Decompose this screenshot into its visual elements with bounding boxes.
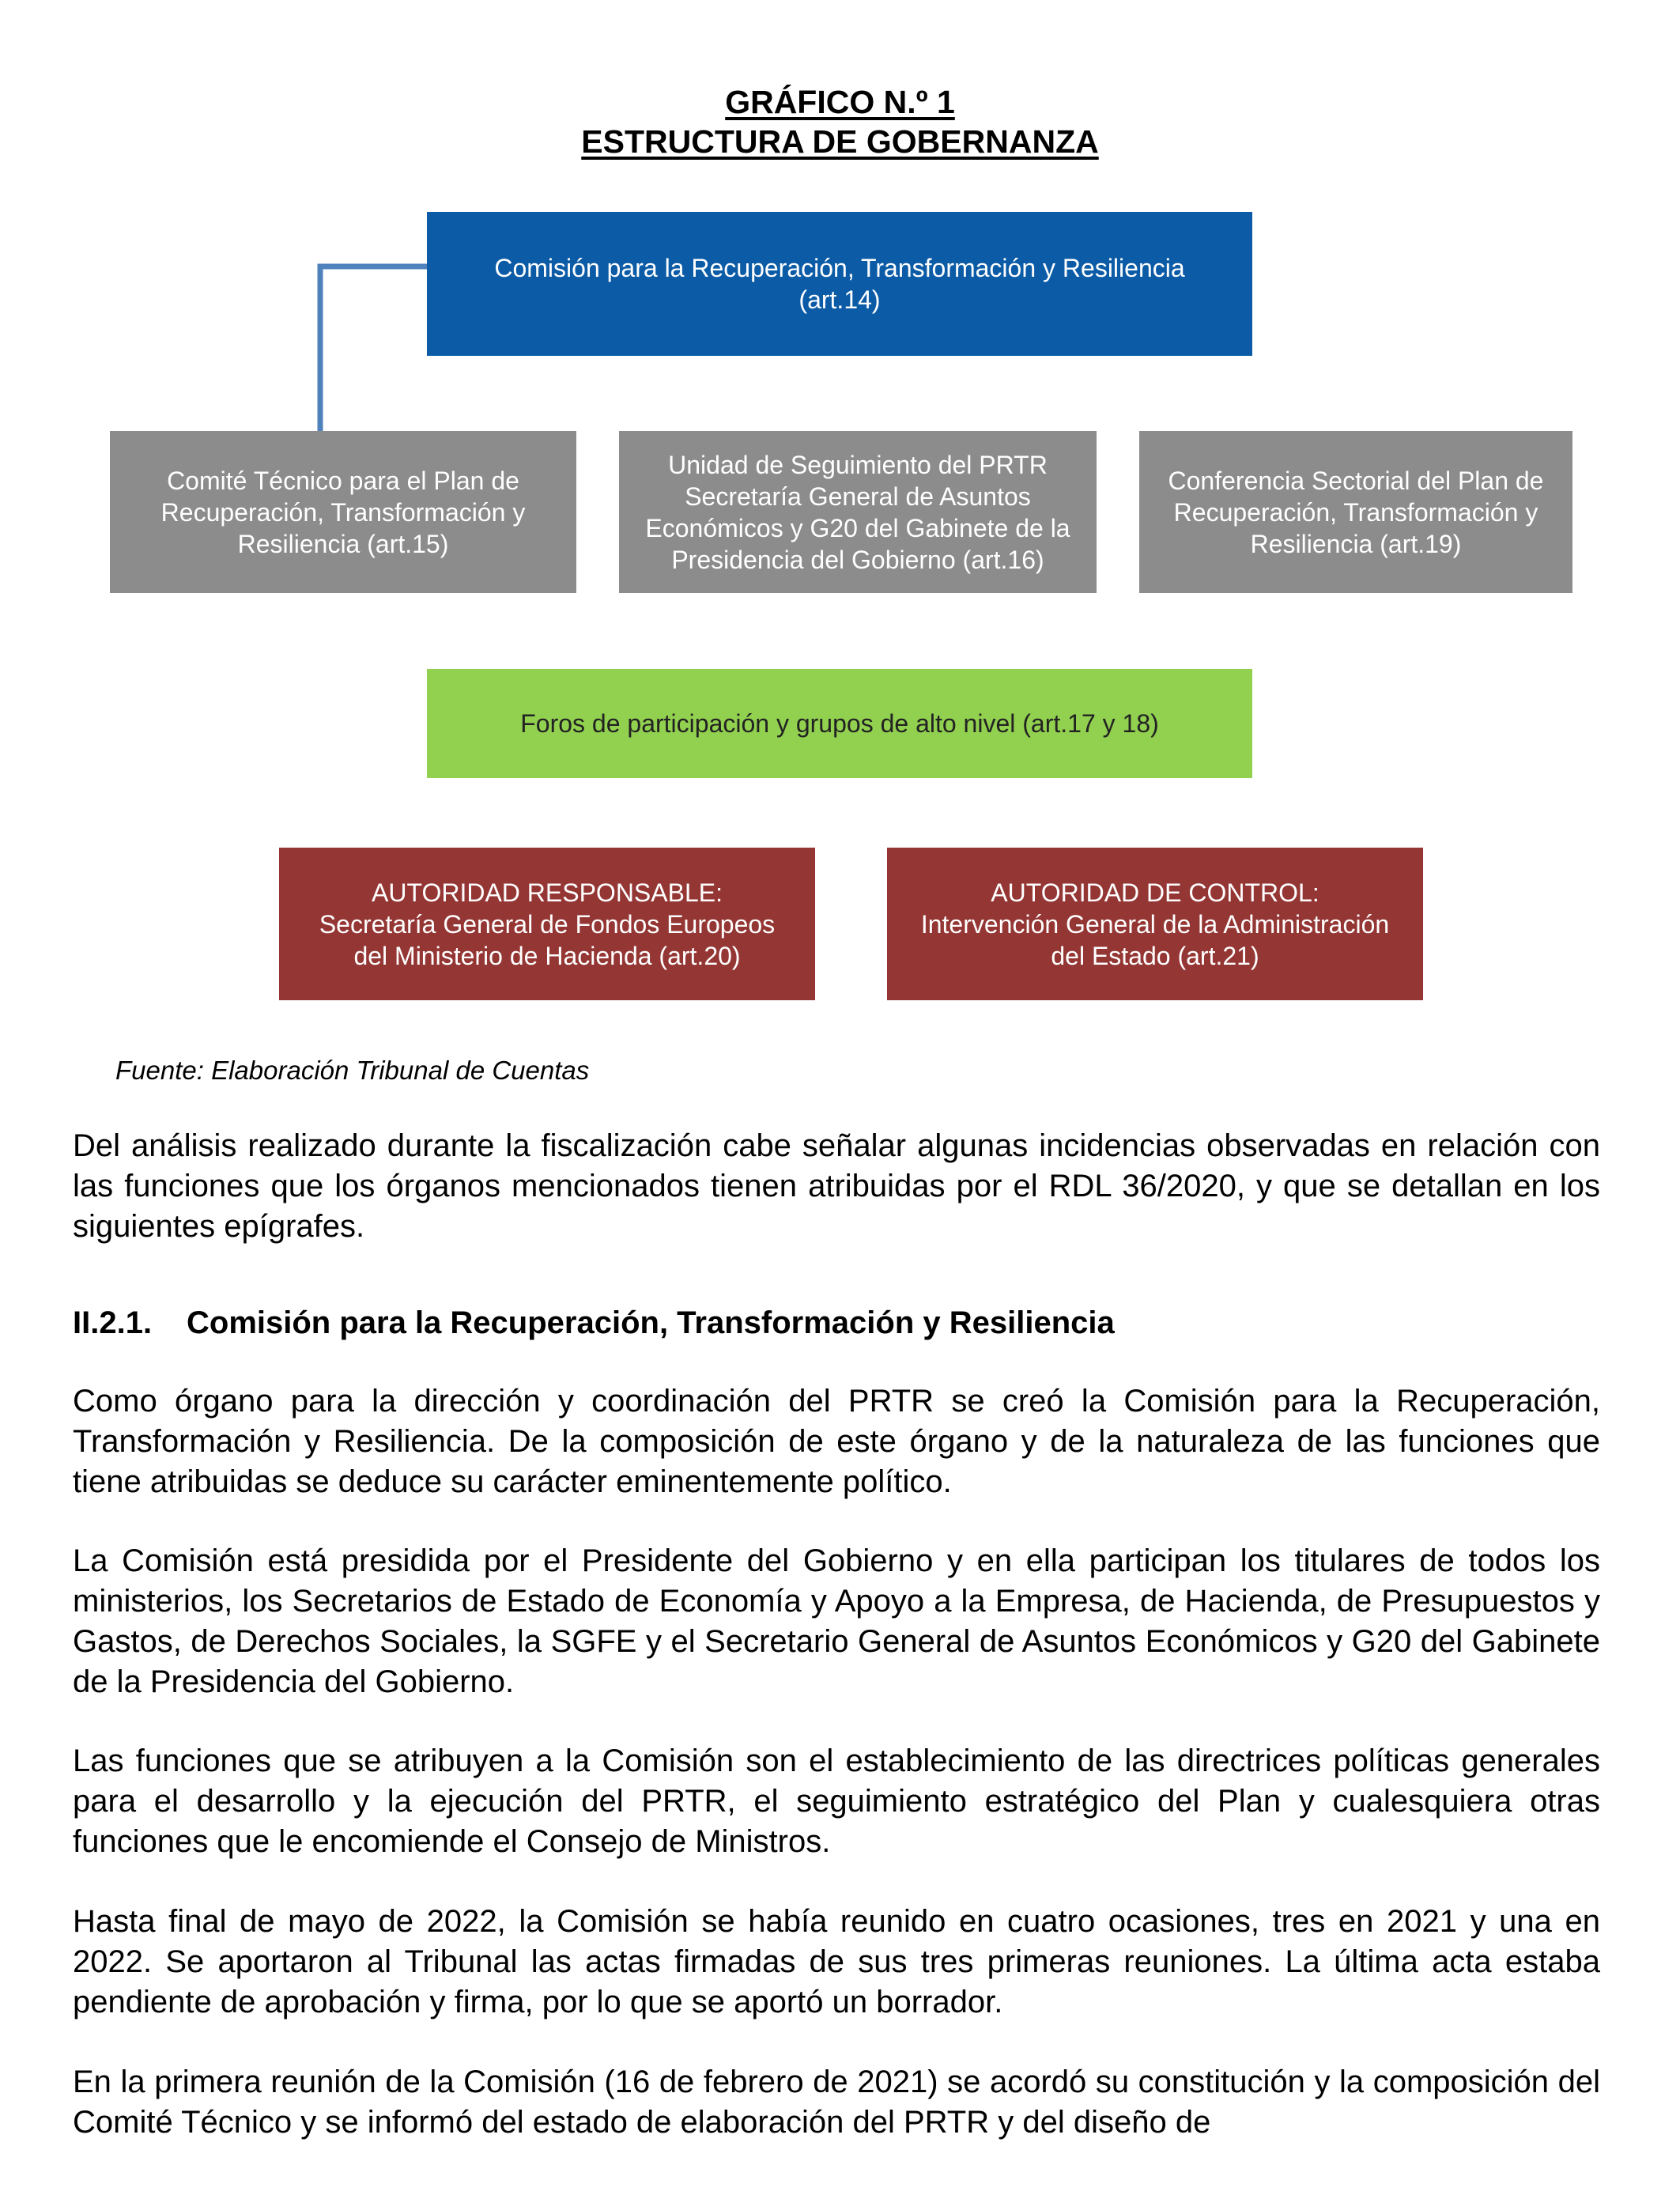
authority-line-1: AUTORIDAD RESPONSABLE: [372, 878, 723, 907]
control-authority-box [887, 848, 1423, 1000]
responsible-authority-box [279, 848, 815, 1000]
participation-forums-box [427, 669, 1252, 778]
body-paragraph-1: Del análisis realizado durante la fiscalización cabe señalar algunas incidencias observadas en relación con las funciones que los órganos mencionados tienen atribuidas por el RDL 36/2020, y que se detallan en los siguientes epígrafes. [73, 1128, 1600, 1244]
unit-line-2: Secretaría General de Asuntos [685, 482, 1031, 511]
committee-line-2: Recuperación, Transformación y [160, 497, 526, 527]
technical-committee-box [110, 431, 576, 593]
commission-box [427, 212, 1252, 356]
section-number: II.2.1. [73, 1305, 153, 1340]
body-paragraph-2: Como órgano para la dirección y coordinación del PRTR se creó la Comisión para la Recuperación, Transformación y Resiliencia. De la composición de este órgano y de la naturaleza de las funciones que tiene atribuidas se deduce su carácter eminentemente político. [73, 1384, 1600, 1499]
section-title: Comisión para la Recuperación, Transformación y Resiliencia [187, 1305, 1115, 1340]
unit-line-3: Económicos y G20 del Gabinete de la [645, 513, 1070, 542]
connector-path [320, 266, 427, 431]
forums-line-1: Foros de participación y grupos de alto nivel (art.17 y 18) [520, 709, 1159, 738]
conference-line-2: Recuperación, Transformación y [1173, 497, 1538, 527]
commission-article: (art.14) [798, 285, 881, 314]
chart-source: Fuente: Elaboración Tribunal de Cuentas [115, 1056, 590, 1085]
monitoring-unit-box [619, 431, 1097, 593]
unit-line-1: Unidad de Seguimiento del PRTR [668, 450, 1048, 479]
control-line-1: AUTORIDAD DE CONTROL: [991, 878, 1319, 907]
control-line-3: del Estado (art.21) [1051, 941, 1259, 970]
body-paragraph-6: En la primera reunión de la Comisión (16 de febrero de 2021) se acordó su constitución y la composición del Comité Técnico y se informó del estado de elaboración del PRTR y del diseño de [73, 2065, 1600, 2140]
authority-line-2: Secretaría General de Fondos Europeos [319, 909, 776, 939]
conference-line-1: Conferencia Sectorial del Plan de [1168, 466, 1544, 495]
body-paragraph-3: La Comisión está presidida por el Presidente del Gobierno y en ella participan los titulares de todos los ministerios, los Secretarios de Estado de Economía y Apoyo a la Empresa, de Hacienda, de Presupuestos y Gastos, de Derechos Sociales, la SGFE y el Secretario General de Asuntos Económicos y G20 del Gabinete de la Presidencia del Gobierno. [73, 1543, 1600, 1699]
control-line-2: Intervención General de la Administración [920, 909, 1390, 939]
commission-name: Comisión para la Recuperación, Transformación y Resiliencia [494, 254, 1185, 282]
body-paragraph-5: Hasta final de mayo de 2022, la Comisión se había reunido en cuatro ocasiones, tres en 2021 y una en 2022. Se aportaron al Tribunal las actas firmadas de sus tres primeras reuniones. La última acta estaba pendiente de aprobación y firma, por lo que se aportó un borrador. [73, 1904, 1600, 2019]
conference-line-3: Resiliencia (art.19) [1250, 529, 1462, 558]
sectoral-conference-box [1139, 431, 1572, 593]
chart-title-number: GRÁFICO N.º 1 [725, 84, 955, 120]
chart-title: ESTRUCTURA DE GOBERNANZA [581, 123, 1099, 160]
body-paragraph-4: Las funciones que se atribuyen a la Comisión son el establecimiento de las directrices políticas generales para el desarrollo y la ejecución del PRTR, el seguimiento estratégico del Plan y cualesquiera otras funciones que le encomiende el Consejo de Ministros. [73, 1744, 1600, 1859]
unit-line-4: Presidencia del Gobierno (art.16) [671, 545, 1044, 574]
section-heading [73, 1303, 1115, 1343]
committee-line-1: Comité Técnico para el Plan de [167, 466, 519, 495]
committee-line-3: Resiliencia (art.15) [237, 529, 449, 558]
authority-line-3: del Ministerio de Hacienda (art.20) [353, 941, 741, 970]
